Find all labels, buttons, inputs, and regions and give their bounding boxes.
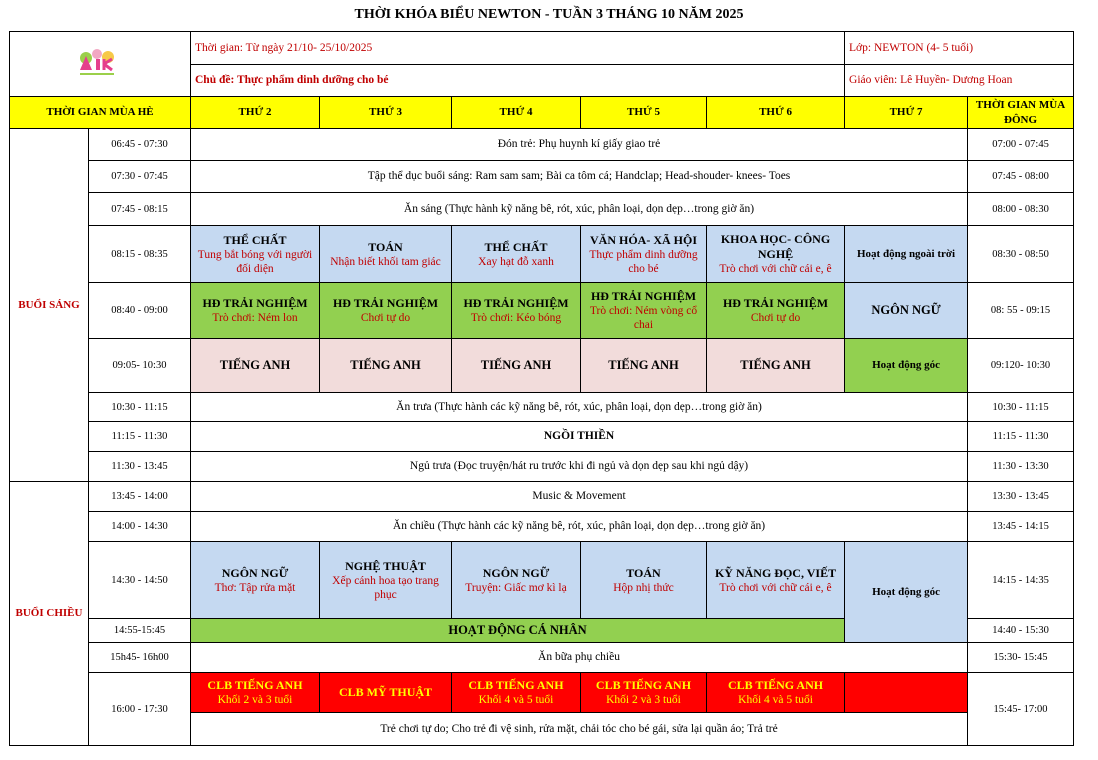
header-day: THỨ 3 (320, 97, 452, 129)
lesson-activity: Xếp cánh hoa tạo trang phục (332, 574, 439, 601)
winter-time: 07:45 - 08:00 (968, 161, 1074, 193)
lesson-activity: Trò chơi: Ném vòng cổ chai (589, 305, 698, 331)
info-time: Thời gian: Từ ngày 21/10- 25/10/2025 (191, 32, 845, 65)
lesson-subject: HĐ TRẢI NGHIỆM (202, 296, 308, 310)
english-lesson: TIẾNG ANH (320, 339, 452, 393)
lesson-subject: TOÁN (368, 239, 403, 254)
lesson-activity: Xay hạt đỗ xanh (478, 255, 554, 268)
activity-full-row: Ăn sáng (Thực hành kỹ năng bê, rót, xúc, phân loại, dọn dẹp…trong giờ ăn) (191, 193, 968, 226)
info-teacher: Giáo viên: Lê Huyền- Dương Hoan (845, 65, 1074, 97)
lesson-cell (191, 542, 320, 619)
winter-time: 10:30 - 11:15 (968, 393, 1074, 422)
summer-time: 14:00 - 14:30 (89, 512, 191, 542)
summer-time: 06:45 - 07:30 (89, 129, 191, 161)
winter-time: 11:15 - 11:30 (968, 422, 1074, 452)
club-name: CLB TIẾNG ANH (207, 678, 303, 692)
club-group: Khối 4 và 5 tuổi (738, 694, 813, 706)
activity-full-row: Đón trẻ: Phụ huynh kí giấy giao trẻ (191, 129, 968, 161)
club-group: Khối 4 và 5 tuổi (478, 694, 554, 706)
lesson-cell (191, 283, 320, 339)
summer-time: 09:05- 10:30 (89, 339, 191, 393)
winter-time: 09:120- 10:30 (968, 339, 1074, 393)
session-morning: BUỔI SÁNG (10, 129, 89, 482)
lesson-cell (452, 542, 581, 619)
lesson-cell (320, 542, 452, 619)
summer-time: 07:45 - 08:15 (89, 193, 191, 226)
info-class: Lớp: NEWTON (4- 5 tuổi) (845, 32, 1074, 65)
winter-time: 15:45- 17:00 (968, 673, 1074, 746)
club-cell (707, 673, 845, 713)
header-day: THỨ 4 (452, 97, 581, 129)
english-lesson: TIẾNG ANH (191, 339, 320, 393)
lesson-activity: Chơi tự do (750, 312, 801, 324)
club-group: Khối 2 và 3 tuổi (606, 694, 681, 706)
summer-time: 14:30 - 14:50 (89, 542, 191, 619)
header-winter: THỜI GIAN MÙA ĐÔNG (968, 97, 1074, 129)
lesson-cell (581, 283, 707, 339)
lesson-subject: HĐ TRẢI NGHIỆM (463, 296, 569, 310)
summer-time: 08:15 - 08:35 (89, 226, 191, 283)
club-group: Khối 2 và 3 tuổi (217, 694, 293, 706)
lesson-subject: TOÁN (626, 565, 661, 580)
english-lesson: TIẾNG ANH (581, 339, 707, 393)
winter-time: 14:15 - 14:35 (968, 542, 1074, 619)
lesson-activity: Tung bắt bóng với người đối diện (197, 248, 313, 275)
lesson-activity: Hộp nhị thức (613, 581, 674, 594)
lesson-activity: Thực phẩm dinh dưỡng cho bé (589, 248, 698, 275)
header-day: THỨ 7 (845, 97, 968, 129)
session-afternoon: BUỔI CHIỀU (10, 482, 89, 746)
summer-time: 11:30 - 13:45 (89, 452, 191, 482)
club-cell (581, 673, 707, 713)
summer-time: 10:30 - 11:15 (89, 393, 191, 422)
club-cell-empty (845, 673, 968, 713)
club-cell (452, 673, 581, 713)
activity-full-row: Ăn bữa phụ chiều (191, 643, 968, 673)
lesson-cell (707, 542, 845, 619)
activity-full-row: Ngủ trưa (Đọc truyện/hát ru trước khi đi ngủ và dọn dẹp sau khi ngủ dậy) (191, 452, 968, 482)
summer-time: 11:15 - 11:30 (89, 422, 191, 452)
school-logo (70, 42, 130, 82)
header-day: THỨ 2 (191, 97, 320, 129)
lesson-subject: HĐ TRẢI NGHIỆM (722, 296, 829, 310)
lesson-cell (581, 226, 707, 283)
activity-full-row: Music & Movement (191, 482, 968, 512)
lesson-activity: Trò chơi: Ném lon (212, 312, 298, 324)
lesson-subject: VĂN HÓA- XÃ HỘI (590, 232, 697, 247)
saturday-activity: NGÔN NGỮ (845, 283, 968, 339)
lesson-subject: NGHỆ THUẬT (345, 558, 426, 573)
lesson-cell (320, 226, 452, 283)
lesson-cell (581, 542, 707, 619)
lesson-subject: THỂ CHẤT (223, 232, 287, 247)
lesson-activity: Trò chơi: Kéo bóng (470, 312, 562, 324)
winter-time: 07:00 - 07:45 (968, 129, 1074, 161)
activity-full-row: NGỒI THIỀN (191, 422, 968, 452)
lesson-subject: NGÔN NGỮ (221, 565, 289, 580)
lesson-subject: KHOA HỌC- CÔNG NGHỆ (720, 232, 831, 261)
english-lesson: TIẾNG ANH (707, 339, 845, 393)
lesson-subject: NGÔN NGỮ (482, 565, 550, 580)
saturday-activity: Hoạt động ngoài trời (845, 226, 968, 283)
winter-time: 13:30 - 13:45 (968, 482, 1074, 512)
activity-full-row: Ăn chiều (Thực hành các kỹ năng bê, rót, xúc, phân loại, dọn dẹp…trong giờ ăn) (191, 512, 968, 542)
club-name: CLB MỸ THUẬT (338, 685, 433, 699)
lesson-activity: Truyện: Giấc mơ kì lạ (465, 581, 567, 594)
lesson-cell (707, 283, 845, 339)
summer-time: 08:40 - 09:00 (89, 283, 191, 339)
saturday-activity: Hoạt động góc (845, 339, 968, 393)
summer-time: 07:30 - 07:45 (89, 161, 191, 193)
lesson-subject: KỸ NĂNG ĐỌC, VIẾT (714, 565, 837, 580)
lesson-cell (320, 283, 452, 339)
club-name: CLB TIẾNG ANH (727, 678, 824, 692)
activity-full-row: Tập thể dục buổi sáng: Ram sam sam; Bài ca tôm cá; Handclap; Head-shouder- knees- Toes (191, 161, 968, 193)
winter-time: 08:00 - 08:30 (968, 193, 1074, 226)
summer-time: 13:45 - 14:00 (89, 482, 191, 512)
header-day: THỨ 6 (707, 97, 845, 129)
summer-time: 15h45- 16h00 (89, 643, 191, 673)
lesson-cell (707, 226, 845, 283)
info-theme: Chủ đề: Thực phẩm dinh dưỡng cho bé (191, 65, 845, 97)
summer-time: 14:55-15:45 (89, 619, 191, 643)
lesson-activity: Chơi tự do (360, 312, 411, 324)
individual-activity: HOẠT ĐỘNG CÁ NHÂN (191, 619, 845, 643)
lesson-activity: Trò chơi với chữ cái e, ê (719, 581, 832, 594)
saturday-activity: Hoạt động góc (845, 542, 968, 643)
winter-time: 15:30- 15:45 (968, 643, 1074, 673)
header-day: THỨ 5 (581, 97, 707, 129)
lesson-subject: HĐ TRẢI NGHIỆM (332, 296, 439, 310)
activity-full-row: Trẻ chơi tự do; Cho trẻ đi vệ sinh, rửa mặt, chải tóc cho bé gái, sửa lại quần áo; Trả trẻ (191, 713, 968, 746)
lesson-activity: Thơ: Tập rửa mặt (214, 581, 296, 594)
winter-time: 14:40 - 15:30 (968, 619, 1074, 643)
club-name: CLB TIẾNG ANH (468, 678, 564, 692)
lesson-cell (452, 226, 581, 283)
lesson-subject: HĐ TRẢI NGHIỆM (590, 289, 697, 303)
lesson-activity: Nhận biết khối tam giác (330, 255, 441, 268)
winter-time: 11:30 - 13:30 (968, 452, 1074, 482)
page-title: THỜI KHÓA BIỂU NEWTON - TUẦN 3 THÁNG 10 NĂM 2025 (354, 7, 744, 22)
club-name: CLB TIẾNG ANH (595, 678, 692, 692)
club-cell (191, 673, 320, 713)
logo-cell (10, 32, 191, 97)
english-lesson: TIẾNG ANH (452, 339, 581, 393)
winter-time: 08:30 - 08:50 (968, 226, 1074, 283)
lesson-cell (452, 283, 581, 339)
club-cell (320, 673, 452, 713)
schedule-table (9, 31, 1074, 746)
winter-time: 13:45 - 14:15 (968, 512, 1074, 542)
lesson-subject: THỂ CHẤT (484, 239, 548, 254)
summer-time: 16:00 - 17:30 (89, 673, 191, 746)
lesson-activity: Trò chơi với chữ cái e, ê (719, 263, 832, 275)
activity-full-row: Ăn trưa (Thực hành các kỹ năng bê, rót, xúc, phân loại, dọn dẹp…trong giờ ăn) (191, 393, 968, 422)
header-summer: THỜI GIAN MÙA HÈ (10, 97, 191, 129)
winter-time: 08: 55 - 09:15 (968, 283, 1074, 339)
lesson-cell (191, 226, 320, 283)
